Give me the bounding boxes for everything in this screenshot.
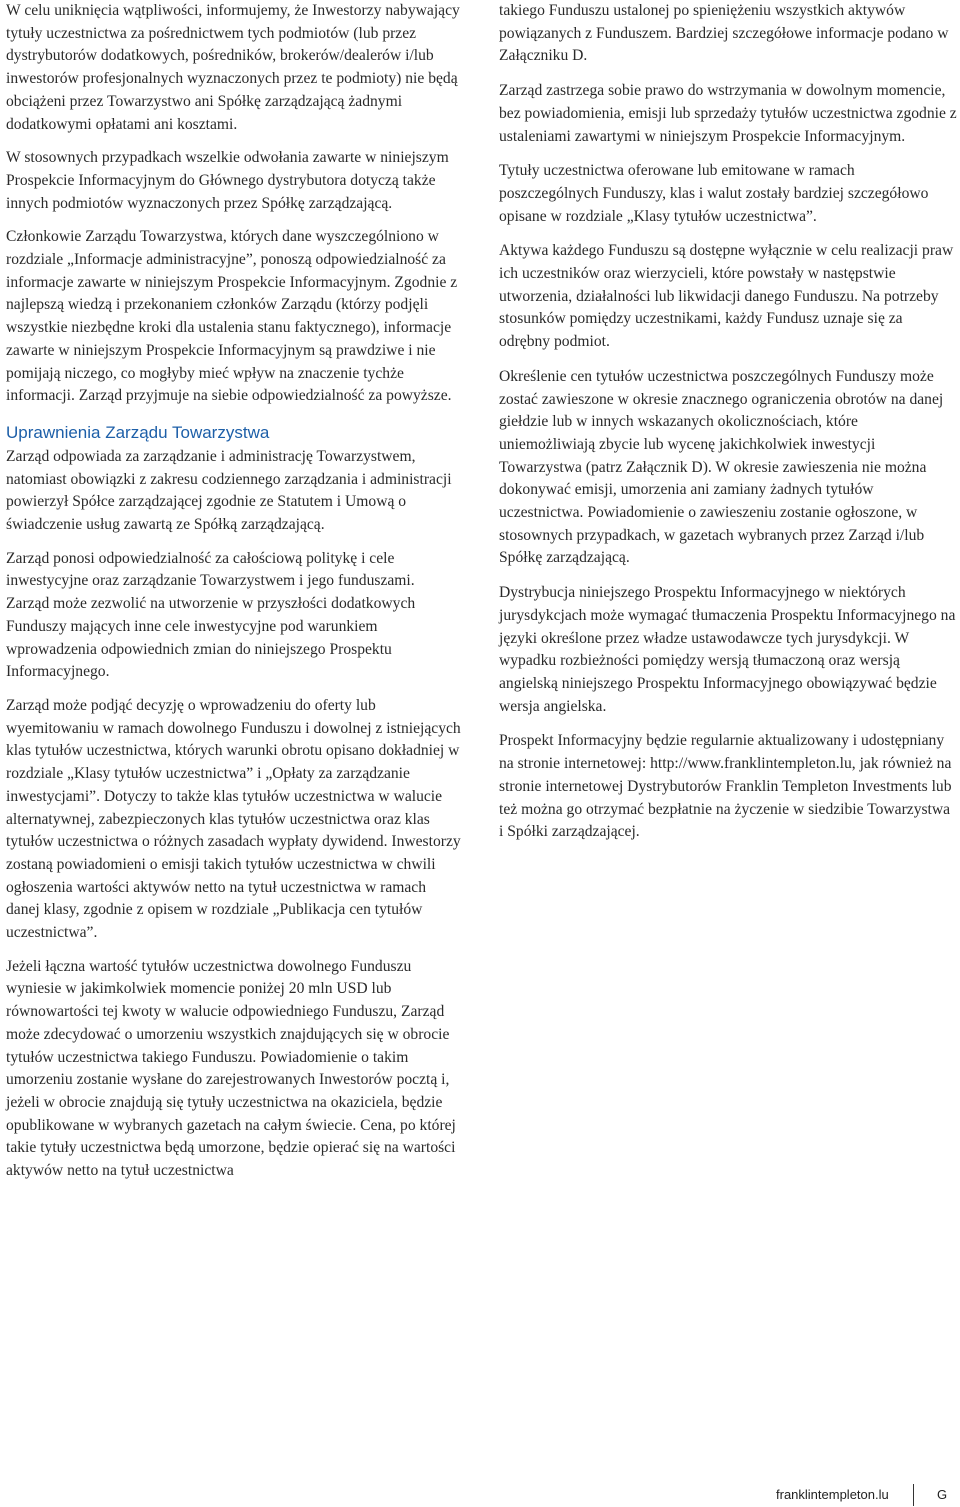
paragraph-fund-liquidation: takiego Funduszu ustalonej po spieniężeniu wszystkich aktywów powiązanych z Funduszem. Bardziej szczegółowe informacje podano w Załączniku D.: [499, 2, 949, 65]
paragraph-fund-redemption: Jeżeli łączna wartość tytułów uczestnictwa dowolnego Funduszu wyniesie w jakimkolwiek momencie poniżej 20 mln USD lub równowartości tej kwoty w walucie odpowiedniego Funduszu, Zarząd może zdecydować o umorzeniu wszystkich znajdujących się w obrocie tytułów uczestnictwa takiego Funduszu. Powiadomienie o takim umorzeniu zostanie wysłane do zarejestrowanych Inwestorów pocztą i, jeżeli w obrocie znajdują się tytuły uczestnictwa na okaziciela, będzie opublikowane w wybranych gazetach na całym świecie. Cena, po której takie tytuły uczestnictwa będą umorzone, będzie opierać się na wartości aktywów netto na tytuł uczestnictwa: [6, 957, 456, 1180]
footer-page-letter: G: [937, 1487, 948, 1502]
paragraph-distributor-references: W stosownych przypadkach wszelkie odwołania zawarte w niniejszym Prospekcie Informacyjnym do Głównego dystrybutora dotyczą także innych podmiotów wyznaczonych przez Spółkę zarządzającą.: [6, 149, 449, 212]
paragraph-fund-assets: Aktywa każdego Funduszu są dostępne wyłącznie w celu realizacji praw ich uczestników oraz wierzycieli, które powstały w następstwie utworzenia, działalności lub likwidacji danego Funduszu. Na potrzeby stosunków pomiędzy uczestnikami, każdy Fundusz uznaje się za odrębny podmiot.: [499, 242, 954, 351]
paragraph-board-responsibility: Członkowie Zarządu Towarzystwa, których dane wyszczególniono w rozdziale „Informacje administracyjne”, ponoszą odpowiedzialność za informacje zawarte w niniejszym Prospekcie Informacyjnym. Zgodnie z najlepszą wiedzą i przekonaniem członków Zarządu (którzy podjęli wszystkie niezbędne kroki dla ustalenia stanu faktycznego), informacje zawarte w niniejszym Prospekcie Informacyjnym są prawdziwe i nie pomijają niczego, co mogłyby mieć wpływ na znaczenie tychże informacji. Zarząd przyjmuje na siebie odpowiedzialność za powyższe.: [6, 228, 458, 405]
left-column: [6, 0, 461, 1194]
paragraph-share-classes: Zarząd może podjąć decyzję o wprowadzeniu do oferty lub wyemitowaniu w ramach dowolnego Funduszu i dowolnej z istniejących klas tytułów uczestnictwa, których warunki obrotu opisano dokładniej w rozdziale „Klasy tytułów uczestnictwa” i „Opłaty za zarządzanie inwestycjami”. Dotyczy to także klas tytułów uczestnictwa w walucie alternatywnej, zabezpieczonych klas tytułów uczestnictwa oraz klas tytułów uczestnictwa o różnych zasadach wypłaty dywidend. Inwestorzy zostaną powiadomieni o emisji takich tytułów uczestnictwa w chwili ogłoszenia wartości aktywów netto na tytuł uczestnictwa w ramach danej klasy, zgodnie z opisem w rozdziale „Publikacja cen tytułów uczestnictwa”.: [6, 696, 461, 942]
section-heading-board-powers: Uprawnienia Zarządu Towarzystwa: [6, 422, 270, 442]
footer-divider: [913, 1484, 914, 1506]
paragraph-issue-suspension: Zarząd zastrzega sobie prawo do wstrzymania w dowolnym momencie, bez powiadomienia, emisji lub sprzedaży tytułów uczestnictwa zgodnie z ustaleniami zawartymi w niniejszym Prospekcie Informacyjnym.: [499, 82, 957, 145]
paragraph-share-class-description: Tytuły uczestnictwa oferowane lub emitowane w ramach poszczególnych Funduszy, klas i walut zostały bardziej szczegółowo opisane w rozdziale „Klasy tytułów uczestnictwa”.: [499, 162, 929, 225]
paragraph-prospectus-updates: Prospekt Informacyjny będzie regularnie aktualizowany i udostępniany na stronie internetowej: http://www.franklintempleton.lu, jak również na stronie internetowej Dystrybutorów Franklin Templeton Investments lub też można go otrzymać bezpłatnie na życzenie w siedzibie Towarzystwa i Spółki zarządzającej.: [499, 732, 952, 841]
paragraph-investor-charges: W celu uniknięcia wątpliwości, informujemy, że Inwestorzy nabywający tytuły uczestnictwa za pośrednictwem tych podmiotów (lub przez dystrybutorów dodatkowych, pośredników, brokerów/dealerów i/lub inwestorów profesjonalnych wyznaczonych przez te podmioty) nie będą obciążeni przez Towarzystwo ani Spółkę zarządzającą żadnymi dodatkowymi opłatami ani kosztami.: [6, 2, 460, 133]
paragraph-board-administration: Zarząd odpowiada za zarządzanie i administrację Towarzystwem, natomiast obowiązki z zakresu codziennego zarządzania i administracji powierzył Spółce zarządzającej zgodnie ze Statutem i Umową o świadczenie usług zawartą ze Spółką zarządzającą.: [6, 447, 452, 534]
paragraph-pricing-suspension: Określenie cen tytułów uczestnictwa poszczególnych Funduszy może zostać zawieszone w okresie znacznego ograniczenia obrotów na danej giełdzie lub w innych wskazanych okolicznościach, które uniemożliwiają zbycie lub wycenę jakichkolwiek inwestycji Towarzystwa (patrz Załącznik D). W okresie zawieszenia nie można dokonywać emisji, umorzenia ani zamiany żadnych tytułów uczestnictwa. Powiadomienie o zawieszeniu zostanie ogłoszone, w stosownych przypadkach, w gazetach wybranych przez Zarząd i/lub Spółkę zarządzającą.: [499, 367, 944, 567]
footer-website: franklintempleton.lu: [776, 1487, 889, 1502]
page-footer: [0, 1484, 960, 1506]
paragraph-translation: Dystrybucja niniejszego Prospektu Informacyjnego w niektórych jurysdykcjach może wymagać tłumaczenia Prospektu Informacyjnego na języki określone przez władze ustawodawcze tych jurysdykcji. W wypadku rozbieżności pomiędzy wersją tłumaczoną oraz wersją angielską niniejszego Prospektu Informacyjnego obowiązywać będzie wersja angielska.: [499, 584, 956, 715]
right-column: [499, 0, 957, 856]
paragraph-board-policy: Zarząd ponosi odpowiedzialność za całościową politykę i cele inwestycyjne oraz zarządzanie Towarzystwem i jego funduszami. Zarząd może zezwolić na utworzenie w przyszłości dodatkowych Funduszy mających inne cele inwestycyjne pod warunkiem wprowadzenia odpowiednich zmian do niniejszego Prospektu Informacyjnego.: [6, 549, 416, 681]
